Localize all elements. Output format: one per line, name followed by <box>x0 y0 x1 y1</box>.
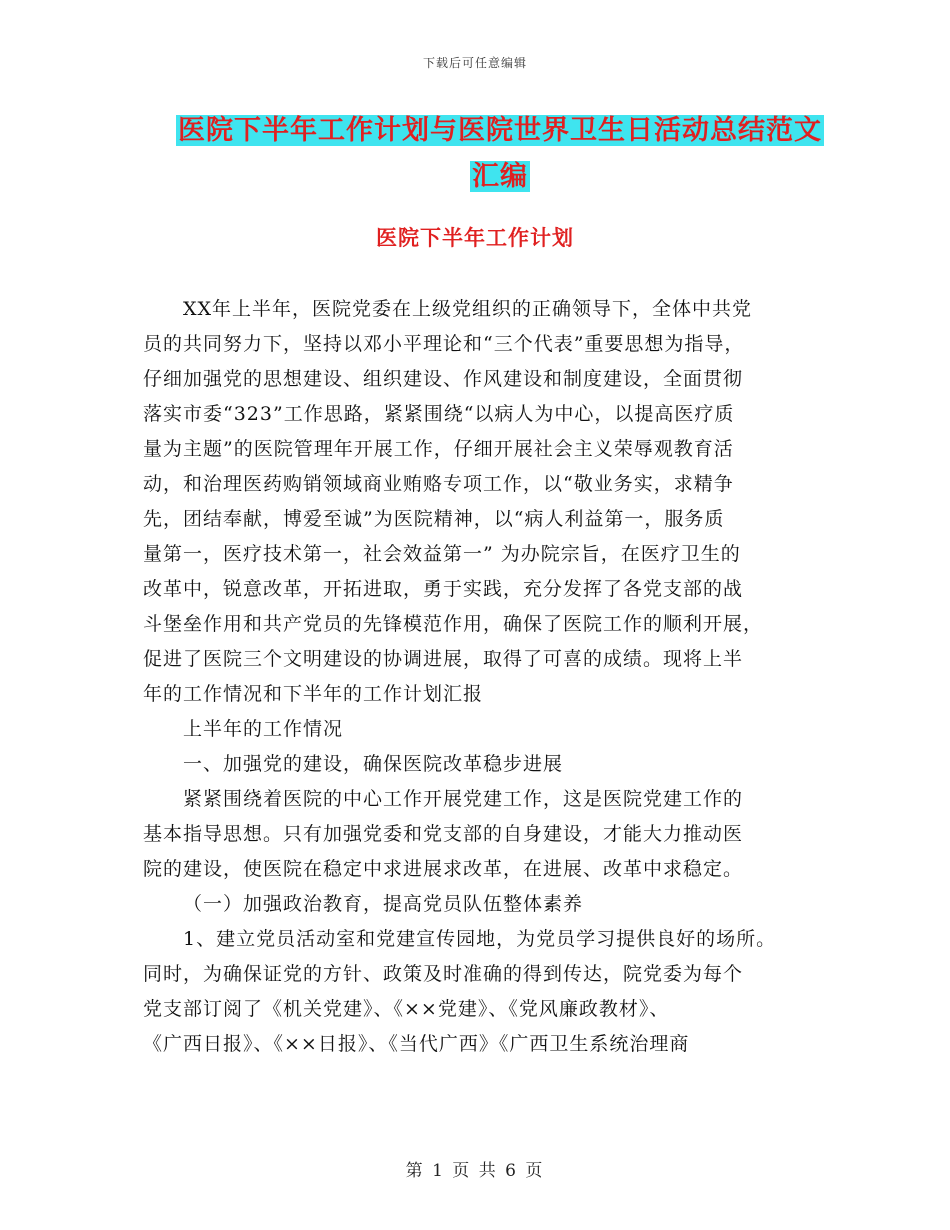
subheading-line: 上半年的工作情况 <box>183 718 344 740</box>
paragraph-line: 先，团结奉献，博爱至诚”为医院精神，以“病人利益第一，服务质 <box>143 508 725 530</box>
subheading-line: 一、加强党的建设，确保医院改革稳步进展 <box>183 753 564 775</box>
paragraph-line: 落实市委“323”工作思路，紧紧围绕“以病人为中心，以提高医疗质 <box>143 403 735 425</box>
document-title-line-1: 医院下半年工作计划与医院世界卫生日活动总结范文 <box>178 115 822 146</box>
section-title: 医院下半年工作计划 <box>376 226 574 250</box>
paragraph-line: 《广西日报》、《××日报》、《当代广西》《广西卫生系统治理商 <box>143 1033 690 1055</box>
paragraph-line: XX年上半年，医院党委在上级党组织的正确领导下，全体中共党 <box>183 298 753 320</box>
paragraph-line: 紧紧围绕着医院的中心工作开展党建工作，这是医院党建工作的 <box>183 788 744 810</box>
paragraph-line: 量第一，医疗技术第一，社会效益第一” 为办院宗旨，在医疗卫生的 <box>143 543 741 565</box>
document-title <box>150 108 850 200</box>
paragraph-line: 院的建设，使医院在稳定中求进展求改革，在进展、改革中求稳定。 <box>143 858 744 880</box>
paragraph-line: 员的共同努力下，坚持以邓小平理论和“三个代表”重要思想为指导， <box>143 333 745 355</box>
paragraph-line: 同时，为确保证党的方针、政策及时准确的得到传达，院党委为每个 <box>143 963 744 985</box>
paragraph-line: 基本指导思想。只有加强党委和党支部的自身建设，才能大力推动医 <box>143 823 744 845</box>
paragraph-line: 党支部订阅了《机关党建》、《××党建》、《党风廉政教材》、 <box>143 998 670 1020</box>
paragraph-line: 量为主题”的医院管理年开展工作，仔细开展社会主义荣辱观教育活 <box>143 438 734 460</box>
document-body <box>143 292 815 1062</box>
paragraph-line: 改革中，锐意改革，开拓进取，勇于实践，充分发挥了各党支部的战 <box>143 578 744 600</box>
page-footer: 第 1 页 共 6 页 <box>405 1161 545 1181</box>
paragraph-line: 动，和治理医药购销领域商业贿赂专项工作，以“敬业务实，求精争 <box>143 473 734 495</box>
paragraph-line: 斗堡垒作用和共产党员的先锋模范作用，确保了医院工作的顺利开展， <box>143 613 764 635</box>
paragraph-line: 年的工作情况和下半年的工作计划汇报 <box>143 683 484 705</box>
document-title-line-2: 汇编 <box>472 161 528 192</box>
paragraph-line: 仔细加强党的思想建设、组织建设、作风建设和制度建设，全面贯彻 <box>143 368 744 390</box>
paragraph-line: 1、建立党员活动室和党建宣传园地，为党员学习提供良好的场所。 <box>183 928 777 950</box>
page-header-note: 下载后可任意编辑 <box>422 56 527 70</box>
paragraph-line: 促进了医院三个文明建设的协调进展，取得了可喜的成绩。现将上半 <box>143 648 744 670</box>
subheading-line: （一）加强政治教育，提高党员队伍整体素养 <box>183 893 584 915</box>
